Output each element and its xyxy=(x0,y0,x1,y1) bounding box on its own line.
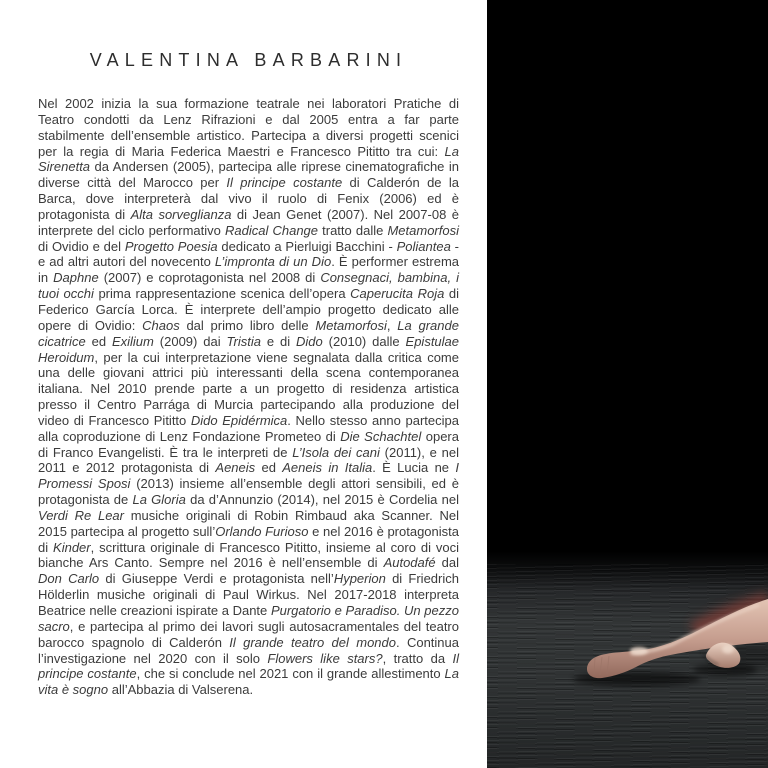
stage-photo xyxy=(487,0,768,768)
page-title: VALENTINA BARBARINI xyxy=(89,50,408,70)
biography-text: Nel 2002 inizia la sua formazione teatrale nei laboratori Pratiche di Teatro condotti da Lenz Rifrazioni e dal 2005 entra a far parte stabilmente dell’ensemble artistico. Partecipa a diversi progetti scenici per la regia di Maria Federica Maestri e Francesco Pititto tra cui: La Sirenetta da Andersen (2005), partecipa alle riprese cinematografiche in diverse città del Marocco per Il principe costante di Calderón de la Barca, dove interpreterà dal vivo il ruolo di Fenix (2006) ed è protagonista di Alta sorveglianza di Jean Genet (2007). Nel 2007-08 è interprete del ciclo performativo Radical Change tratto dalle Metamorfosi di Ovidio e del Progetto Poesia dedicato a Pierluigi Bacchini - Poliantea - e ad altri autori del novecento L’impronta di un Dio. È performer estrema in Daphne (2007) e coprotagonista nel 2008 di Consegnaci, bambina, i tuoi occhi prima rappresentazione scenica dell’opera Caperucita Roja di Federico García Lorca. È interprete dell’ampio progetto dedicato alle opere di Ovidio: Chaos dal primo libro delle Metamorfosi, La grande cicatrice ed Exilium (2009) dai Tristia e di Dido (2010) dalle Epistulae Heroidum, per la cui interpretazione viene segnalata dalla critica come una delle giovani attrici più interessanti della scena contemporanea italiana. Nel 2010 prende parte a un progetto di residenza artistica presso il Centro Parrága di Murcia partecipando alla produzione del video di Francesco Pititto Dido Epidérmica. Nello stesso anno partecipa alla coproduzione di Lenz Fondazione Prometeo di Die Schachtel opera di Franco Evangelisti. È tra le interpreti de L’Isola dei cani (2011), e nel 2011 e 2012 protagonista di Aeneis ed Aeneis in Italia. È Lucia ne I Promessi Sposi (2013) insieme all’ensemble degli attori sensibili, ed è protagonista de La Gloria da d’Annunzio (2014), nel 2015 è Cordelia nel Verdi Re Lear musiche originali di Robin Rimbaud aka Scanner. Nel 2015 partecipa al progetto sull’Orlando Furioso e nel 2016 è protagonista di Kinder, scrittura originale di Francesco Pititto, insieme al coro di voci bianche Ars Canto. Sempre nel 2016 è nell’ensemble di Autodafé dal Don Carlo di Giuseppe Verdi e protagonista nell’Hyperion di Friedrich Hölderlin musiche originali di Paul Wirkus. Nel 2017-2018 interpreta Beatrice nelle creazioni ispirate a Dante Purgatorio e Paradiso. Un pezzo sacro, e partecipa al primo dei lavori sugli autosacramentales del teatro barocco spagnolo di Calderón Il grande teatro del mondo. Continua l’investigazione nel 2020 con il solo Flowers like stars?, tratto da Il principe costante, che si conclude nel 2021 con il grande allestimento La vita è sogno all’Abbazia di Valserena. xyxy=(38,96,460,698)
performer-legs-image xyxy=(487,0,768,768)
